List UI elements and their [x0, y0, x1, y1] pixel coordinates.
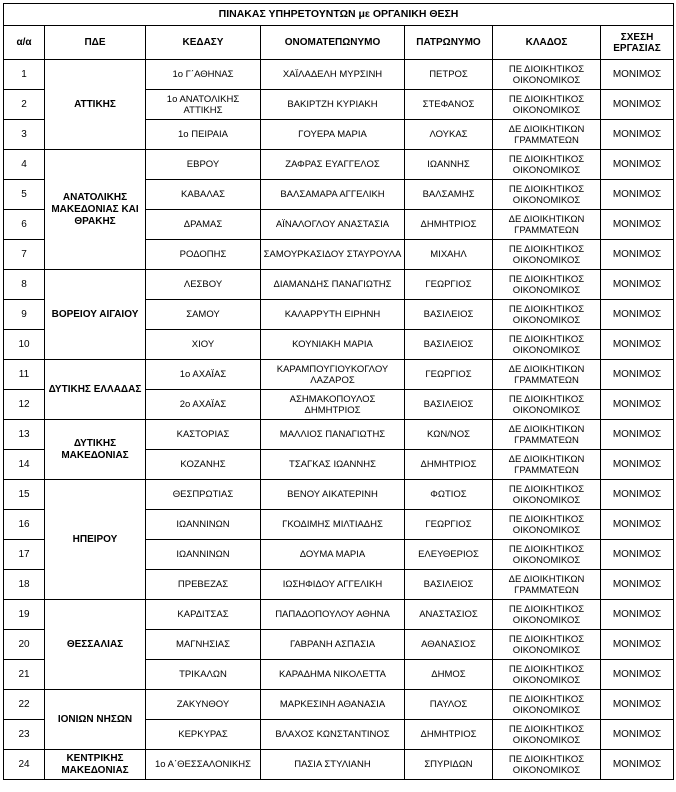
row-number: 11 — [4, 360, 45, 390]
row-number: 6 — [4, 210, 45, 240]
row-number: 20 — [4, 630, 45, 660]
kedasy-cell: 1ο Γ΄ΑΘΗΝΑΣ — [146, 60, 261, 90]
name-cell: ΣΑΜΟΥΡΚΑΣΙΔΟΥ ΣΤΑΥΡΟΥΛΑ — [261, 240, 405, 270]
father-name-cell: ΔΗΜΗΤΡΙΟΣ — [405, 720, 493, 750]
father-name-cell: ΛΟΥΚΑΣ — [405, 120, 493, 150]
name-cell: ΔΟΥΜΑ ΜΑΡΙΑ — [261, 540, 405, 570]
relation-cell: ΜΟΝΙΜΟΣ — [601, 90, 674, 120]
kedasy-cell: ΙΩΑΝΝΙΝΩΝ — [146, 540, 261, 570]
name-cell: ΚΟΥΝΙΑΚΗ ΜΑΡΙΑ — [261, 330, 405, 360]
name-cell: ΑΣΗΜΑΚΟΠΟΥΛΟΣ ΔΗΜΗΤΡΙΟΣ — [261, 390, 405, 420]
klados-cell: ΠΕ ΔΙΟΙΚΗΤΙΚΟΣ ΟΙΚΟΝΟΜΙΚΟΣ — [493, 330, 601, 360]
row-number: 1 — [4, 60, 45, 90]
row-number: 2 — [4, 90, 45, 120]
father-name-cell: ΑΘΑΝΑΣΙΟΣ — [405, 630, 493, 660]
klados-cell: ΠΕ ΔΙΟΙΚΗΤΙΚΟΣ ΟΙΚΟΝΟΜΙΚΟΣ — [493, 510, 601, 540]
klados-cell: ΠΕ ΔΙΟΙΚΗΤΙΚΟΣ ΟΙΚΟΝΟΜΙΚΟΣ — [493, 720, 601, 750]
father-name-cell: ΙΩΑΝΝΗΣ — [405, 150, 493, 180]
region-cell: ΘΕΣΣΑΛΙΑΣ — [45, 600, 146, 690]
header-father-name: ΠΑΤΡΩΝΥΜΟ — [405, 26, 493, 60]
table-row — [4, 420, 674, 450]
klados-cell: ΠΕ ΔΙΟΙΚΗΤΙΚΟΣ ΟΙΚΟΝΟΜΙΚΟΣ — [493, 270, 601, 300]
relation-cell: ΜΟΝΙΜΟΣ — [601, 360, 674, 390]
kedasy-cell: ΚΕΡΚΥΡΑΣ — [146, 720, 261, 750]
relation-cell: ΜΟΝΙΜΟΣ — [601, 720, 674, 750]
kedasy-cell: ΧΙΟΥ — [146, 330, 261, 360]
row-number: 23 — [4, 720, 45, 750]
name-cell: ΖΑΦΡΑΣ ΕΥΑΓΓΕΛΟΣ — [261, 150, 405, 180]
region-cell: ΗΠΕΙΡΟΥ — [45, 480, 146, 600]
row-number: 21 — [4, 660, 45, 690]
klados-cell: ΔΕ ΔΙΟΙΚΗΤΙΚΩΝ ΓΡΑΜΜΑΤΕΩΝ — [493, 420, 601, 450]
row-number: 15 — [4, 480, 45, 510]
father-name-cell: ΔΗΜΗΤΡΙΟΣ — [405, 210, 493, 240]
klados-cell: ΠΕ ΔΙΟΙΚΗΤΙΚΟΣ ΟΙΚΟΝΟΜΙΚΟΣ — [493, 660, 601, 690]
relation-cell: ΜΟΝΙΜΟΣ — [601, 450, 674, 480]
region-cell: ΑΝΑΤΟΛΙΚΗΣ ΜΑΚΕΔΟΝΙΑΣ ΚΑΙ ΘΡΑΚΗΣ — [45, 150, 146, 270]
row-number: 19 — [4, 600, 45, 630]
relation-cell: ΜΟΝΙΜΟΣ — [601, 150, 674, 180]
klados-cell: ΔΕ ΔΙΟΙΚΗΤΙΚΩΝ ΓΡΑΜΜΑΤΕΩΝ — [493, 210, 601, 240]
region-cell: ΚΕΝΤΡΙΚΗΣ ΜΑΚΕΔΟΝΙΑΣ — [45, 750, 146, 780]
kedasy-cell: ΡΟΔΟΠΗΣ — [146, 240, 261, 270]
klados-cell: ΠΕ ΔΙΟΙΚΗΤΙΚΟΣ ΟΙΚΟΝΟΜΙΚΟΣ — [493, 750, 601, 780]
klados-cell: ΔΕ ΔΙΟΙΚΗΤΙΚΩΝ ΓΡΑΜΜΑΤΕΩΝ — [493, 360, 601, 390]
father-name-cell: ΚΩΝ/ΝΟΣ — [405, 420, 493, 450]
row-number: 22 — [4, 690, 45, 720]
relation-cell: ΜΟΝΙΜΟΣ — [601, 630, 674, 660]
row-number: 4 — [4, 150, 45, 180]
row-number: 7 — [4, 240, 45, 270]
name-cell: ΠΑΣΙΑ ΣΤΥΛΙΑΝΗ — [261, 750, 405, 780]
row-number: 8 — [4, 270, 45, 300]
klados-cell: ΠΕ ΔΙΟΙΚΗΤΙΚΟΣ ΟΙΚΟΝΟΜΙΚΟΣ — [493, 180, 601, 210]
relation-cell: ΜΟΝΙΜΟΣ — [601, 480, 674, 510]
region-cell: ΔΥΤΙΚΗΣ ΜΑΚΕΔΟΝΙΑΣ — [45, 420, 146, 480]
klados-cell: ΠΕ ΔΙΟΙΚΗΤΙΚΟΣ ΟΙΚΟΝΟΜΙΚΟΣ — [493, 90, 601, 120]
father-name-cell: ΣΤΕΦΑΝΟΣ — [405, 90, 493, 120]
header-aa: α/α — [4, 26, 45, 60]
klados-cell: ΠΕ ΔΙΟΙΚΗΤΙΚΟΣ ΟΙΚΟΝΟΜΙΚΟΣ — [493, 480, 601, 510]
father-name-cell: ΔΗΜΟΣ — [405, 660, 493, 690]
table-row — [4, 60, 674, 90]
father-name-cell: ΕΛΕΥΘΕΡΙΟΣ — [405, 540, 493, 570]
relation-cell: ΜΟΝΙΜΟΣ — [601, 540, 674, 570]
region-cell: ΔΥΤΙΚΗΣ ΕΛΛΑΔΑΣ — [45, 360, 146, 420]
table-title: ΠΙΝΑΚΑΣ ΥΠΗΡΕΤΟΥΝΤΩΝ με ΟΡΓΑΝΙΚΗ ΘΕΣΗ — [4, 4, 674, 26]
kedasy-cell: ΠΡΕΒΕΖΑΣ — [146, 570, 261, 600]
row-number: 24 — [4, 750, 45, 780]
region-cell: ΑΤΤΙΚΗΣ — [45, 60, 146, 150]
father-name-cell: ΑΝΑΣΤΑΣΙΟΣ — [405, 600, 493, 630]
father-name-cell: ΒΑΣΙΛΕΙΟΣ — [405, 300, 493, 330]
table-row — [4, 150, 674, 180]
row-number: 10 — [4, 330, 45, 360]
relation-cell: ΜΟΝΙΜΟΣ — [601, 240, 674, 270]
row-number: 3 — [4, 120, 45, 150]
klados-cell: ΠΕ ΔΙΟΙΚΗΤΙΚΟΣ ΟΙΚΟΝΟΜΙΚΟΣ — [493, 690, 601, 720]
relation-cell: ΜΟΝΙΜΟΣ — [601, 570, 674, 600]
name-cell: ΓΑΒΡΑΝΗ ΑΣΠΑΣΙΑ — [261, 630, 405, 660]
name-cell: ΚΑΛΑΡΡΥΤΗ ΕΙΡΗΝΗ — [261, 300, 405, 330]
relation-cell: ΜΟΝΙΜΟΣ — [601, 660, 674, 690]
father-name-cell: ΓΕΩΡΓΙΟΣ — [405, 510, 493, 540]
klados-cell: ΠΕ ΔΙΟΙΚΗΤΙΚΟΣ ΟΙΚΟΝΟΜΙΚΟΣ — [493, 390, 601, 420]
father-name-cell: ΓΕΩΡΓΙΟΣ — [405, 270, 493, 300]
klados-cell: ΠΕ ΔΙΟΙΚΗΤΙΚΟΣ ΟΙΚΟΝΟΜΙΚΟΣ — [493, 150, 601, 180]
table-row — [4, 270, 674, 300]
kedasy-cell: ΚΟΖΑΝΗΣ — [146, 450, 261, 480]
name-cell: ΒΛΑΧΟΣ ΚΩΝΣΤΑΝΤΙΝΟΣ — [261, 720, 405, 750]
father-name-cell: ΒΑΛΣΑΜΗΣ — [405, 180, 493, 210]
relation-cell: ΜΟΝΙΜΟΣ — [601, 210, 674, 240]
name-cell: ΒΕΝΟΥ ΑΙΚΑΤΕΡΙΝΗ — [261, 480, 405, 510]
klados-cell: ΔΕ ΔΙΟΙΚΗΤΙΚΩΝ ΓΡΑΜΜΑΤΕΩΝ — [493, 570, 601, 600]
kedasy-cell: ΘΕΣΠΡΩΤΙΑΣ — [146, 480, 261, 510]
header-klados: ΚΛΑΔΟΣ — [493, 26, 601, 60]
kedasy-cell: ΕΒΡΟΥ — [146, 150, 261, 180]
name-cell: ΙΩΣΗΦΙΔΟΥ ΑΓΓΕΛΙΚΗ — [261, 570, 405, 600]
klados-cell: ΠΕ ΔΙΟΙΚΗΤΙΚΟΣ ΟΙΚΟΝΟΜΙΚΟΣ — [493, 540, 601, 570]
name-cell: ΓΟΥΕΡΑ ΜΑΡΙΑ — [261, 120, 405, 150]
kedasy-cell: 1ο ΠΕΙΡΑΙΑ — [146, 120, 261, 150]
kedasy-cell: 1ο ΑΝΑΤΟΛΙΚΗΣ ΑΤΤΙΚΗΣ — [146, 90, 261, 120]
kedasy-cell: ΤΡΙΚΑΛΩΝ — [146, 660, 261, 690]
kedasy-cell: ΣΑΜΟΥ — [146, 300, 261, 330]
name-cell: ΠΑΠΑΔΟΠΟΥΛΟΥ ΑΘΗΝΑ — [261, 600, 405, 630]
name-cell: ΜΑΛΛΙΟΣ ΠΑΝΑΓΙΩΤΗΣ — [261, 420, 405, 450]
father-name-cell: ΦΩΤΙΟΣ — [405, 480, 493, 510]
name-cell: ΜΑΡΚΕΣΙΝΗ ΑΘΑΝΑΣΙΑ — [261, 690, 405, 720]
row-number: 5 — [4, 180, 45, 210]
name-cell: ΒΑΚΙΡΤΖΗ ΚΥΡΙΑΚΗ — [261, 90, 405, 120]
father-name-cell: ΔΗΜΗΤΡΙΟΣ — [405, 450, 493, 480]
staff-table — [3, 3, 674, 780]
father-name-cell: ΒΑΣΙΛΕΙΟΣ — [405, 570, 493, 600]
kedasy-cell: 1ο Α΄ΘΕΣΣΑΛΟΝΙΚΗΣ — [146, 750, 261, 780]
header-name: ΟΝΟΜΑΤΕΠΩΝΥΜΟ — [261, 26, 405, 60]
row-number: 12 — [4, 390, 45, 420]
header-pde: ΠΔΕ — [45, 26, 146, 60]
relation-cell: ΜΟΝΙΜΟΣ — [601, 390, 674, 420]
kedasy-cell: ΔΡΑΜΑΣ — [146, 210, 261, 240]
header-relation: ΣΧΕΣΗ ΕΡΓΑΣΙΑΣ — [601, 26, 674, 60]
region-cell: ΙΟΝΙΩΝ ΝΗΣΩΝ — [45, 690, 146, 750]
name-cell: ΚΑΡΑΔΗΜΑ ΝΙΚΟΛΕΤΤΑ — [261, 660, 405, 690]
klados-cell: ΠΕ ΔΙΟΙΚΗΤΙΚΟΣ ΟΙΚΟΝΟΜΙΚΟΣ — [493, 630, 601, 660]
kedasy-cell: ΚΑΒΑΛΑΣ — [146, 180, 261, 210]
father-name-cell: ΜΙΧΑΗΛ — [405, 240, 493, 270]
klados-cell: ΠΕ ΔΙΟΙΚΗΤΙΚΟΣ ΟΙΚΟΝΟΜΙΚΟΣ — [493, 240, 601, 270]
table-row — [4, 750, 674, 780]
relation-cell: ΜΟΝΙΜΟΣ — [601, 330, 674, 360]
relation-cell: ΜΟΝΙΜΟΣ — [601, 690, 674, 720]
row-number: 9 — [4, 300, 45, 330]
kedasy-cell: ΛΕΣΒΟΥ — [146, 270, 261, 300]
kedasy-cell: ΖΑΚΥΝΘΟΥ — [146, 690, 261, 720]
name-cell: ΧΑΪΛΑΔΕΛΗ ΜΥΡΣΙΝΗ — [261, 60, 405, 90]
klados-cell: ΠΕ ΔΙΟΙΚΗΤΙΚΟΣ ΟΙΚΟΝΟΜΙΚΟΣ — [493, 600, 601, 630]
table-row — [4, 600, 674, 630]
table-row — [4, 690, 674, 720]
klados-cell: ΠΕ ΔΙΟΙΚΗΤΙΚΟΣ ΟΙΚΟΝΟΜΙΚΟΣ — [493, 300, 601, 330]
row-number: 13 — [4, 420, 45, 450]
header-kedasy: ΚΕΔΑΣΥ — [146, 26, 261, 60]
region-cell: ΒΟΡΕΙΟΥ ΑΙΓΑΙΟΥ — [45, 270, 146, 360]
row-number: 14 — [4, 450, 45, 480]
father-name-cell: ΒΑΣΙΛΕΙΟΣ — [405, 330, 493, 360]
name-cell: ΚΑΡΑΜΠΟΥΓΙΟΥΚΟΓΛΟΥ ΛΑΖΑΡΟΣ — [261, 360, 405, 390]
kedasy-cell: 1ο ΑΧΑΪΑΣ — [146, 360, 261, 390]
name-cell: ΑΪΝΑΛΟΓΛΟΥ ΑΝΑΣΤΑΣΙΑ — [261, 210, 405, 240]
relation-cell: ΜΟΝΙΜΟΣ — [601, 60, 674, 90]
kedasy-cell: ΙΩΑΝΝΙΝΩΝ — [146, 510, 261, 540]
name-cell: ΤΣΑΓΚΑΣ ΙΩΑΝΝΗΣ — [261, 450, 405, 480]
relation-cell: ΜΟΝΙΜΟΣ — [601, 120, 674, 150]
kedasy-cell: 2ο ΑΧΑΪΑΣ — [146, 390, 261, 420]
relation-cell: ΜΟΝΙΜΟΣ — [601, 750, 674, 780]
relation-cell: ΜΟΝΙΜΟΣ — [601, 180, 674, 210]
father-name-cell: ΠΑΥΛΟΣ — [405, 690, 493, 720]
father-name-cell: ΓΕΩΡΓΙΟΣ — [405, 360, 493, 390]
relation-cell: ΜΟΝΙΜΟΣ — [601, 600, 674, 630]
name-cell: ΔΙΑΜΑΝΔΗΣ ΠΑΝΑΓΙΩΤΗΣ — [261, 270, 405, 300]
father-name-cell: ΣΠΥΡΙΔΩΝ — [405, 750, 493, 780]
table-row — [4, 480, 674, 510]
relation-cell: ΜΟΝΙΜΟΣ — [601, 510, 674, 540]
kedasy-cell: ΚΑΡΔΙΤΣΑΣ — [146, 600, 261, 630]
kedasy-cell: ΜΑΓΝΗΣΙΑΣ — [146, 630, 261, 660]
father-name-cell: ΠΕΤΡΟΣ — [405, 60, 493, 90]
name-cell: ΒΑΛΣΑΜΑΡΑ ΑΓΓΕΛΙΚΗ — [261, 180, 405, 210]
row-number: 18 — [4, 570, 45, 600]
relation-cell: ΜΟΝΙΜΟΣ — [601, 270, 674, 300]
row-number: 16 — [4, 510, 45, 540]
relation-cell: ΜΟΝΙΜΟΣ — [601, 300, 674, 330]
relation-cell: ΜΟΝΙΜΟΣ — [601, 420, 674, 450]
klados-cell: ΔΕ ΔΙΟΙΚΗΤΙΚΩΝ ΓΡΑΜΜΑΤΕΩΝ — [493, 450, 601, 480]
row-number: 17 — [4, 540, 45, 570]
kedasy-cell: ΚΑΣΤΟΡΙΑΣ — [146, 420, 261, 450]
father-name-cell: ΒΑΣΙΛΕΙΟΣ — [405, 390, 493, 420]
name-cell: ΓΚΟΔΙΜΗΣ ΜΙΛΤΙΑΔΗΣ — [261, 510, 405, 540]
table-row — [4, 360, 674, 390]
klados-cell: ΠΕ ΔΙΟΙΚΗΤΙΚΟΣ ΟΙΚΟΝΟΜΙΚΟΣ — [493, 60, 601, 90]
klados-cell: ΔΕ ΔΙΟΙΚΗΤΙΚΩΝ ΓΡΑΜΜΑΤΕΩΝ — [493, 120, 601, 150]
